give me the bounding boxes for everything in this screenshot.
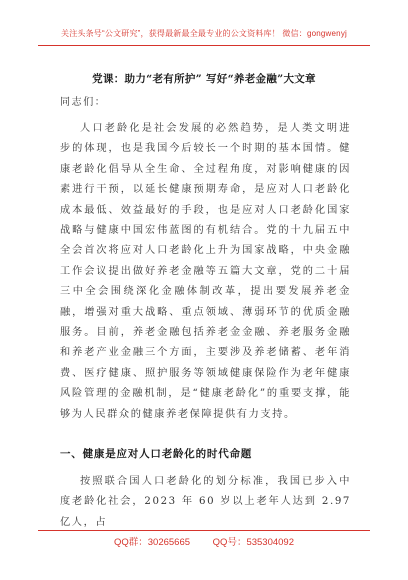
- footer-qq: QQ号：535304092: [212, 537, 295, 548]
- header-divider: [38, 45, 370, 46]
- footer-divider: [38, 530, 370, 531]
- section-heading: 一、健康是应对人口老龄化的时代命题: [60, 448, 253, 460]
- footer-qq-group: QQ群：30265665: [113, 537, 191, 548]
- header-banner: 关注头条号“公文研究”，获得最新最全最专业的公文资料库！ 微信：gongwenyj: [61, 29, 347, 38]
- paragraph-intro: 人口老龄化是社会发展的必然趋势，是人类文明进步的体现，也是我国今后较长一个时期的基本国情。健康老龄化倡导从全生命、全过程角度，对影响健康的因素进行干预，以延长健康预期寿命，是应对人口老龄化成本最低、效益最好的手段，也是应对人口老龄化国家战略与健康中国宏伟蓝图的有机结合。党的十九届五中全会首次将应对人口老龄化上升为国家战略，中央金融工作会议提出做好养老金融等五篇大文章，党的二十届三中全会围绕深化金融体制改革，提出要发展养老金融，增强对重大战略、重点领域、薄弱环节的优质金融服务。目前，养老金融包括养老金金融、养老服务金融和养老产业金融三个方面，主要涉及养老储蓄、老年消费、医疗健康、照护服务等领域健康保险作为老年健康风险管理的金融机制，是“健康老龄化”的重要支撑，能够为人民群众的健康养老保障提供有力支持。: [60, 123, 351, 420]
- paragraph-section-1: 按照联合国人口老龄化的划分标准，我国已步入中度老龄化社会，2023 年 60 岁以上老年人达到 2.97 亿人，占: [60, 476, 351, 528]
- document-title: 党课：助力“老有所护” 写好“养老金融”大文章: [92, 73, 316, 85]
- salutation: 同志们：: [60, 97, 107, 108]
- footer: [0, 534, 408, 548]
